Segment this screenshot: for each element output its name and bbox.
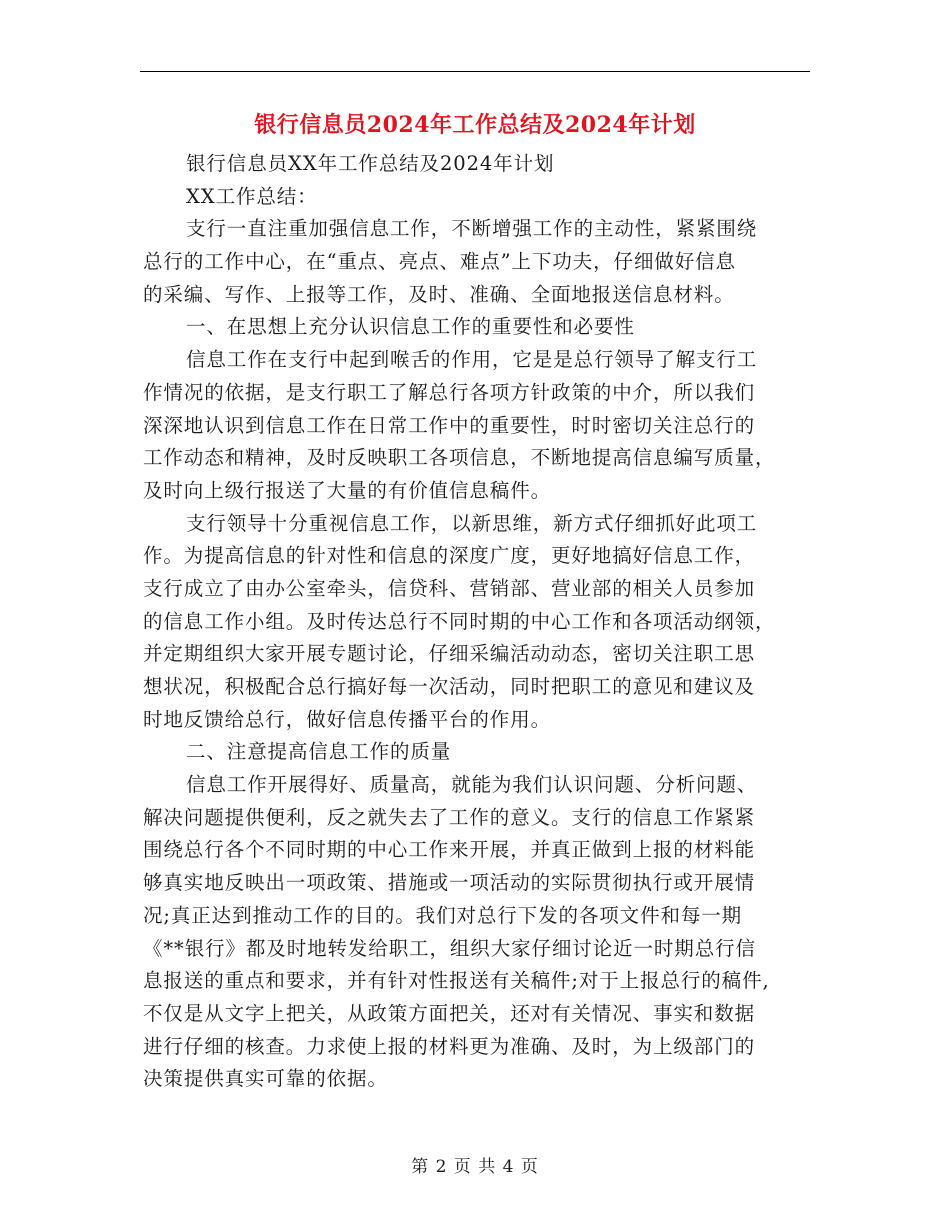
body-line: 并定期组织大家开展专题讨论，仔细采编活动动态，密切关注职工思: [143, 642, 756, 666]
body-line: 总行的工作中心，在“重点、亮点、难点”上下功夫，仔细做好信息: [143, 250, 736, 274]
body-line: 决策提供真实可靠的依据。: [143, 1067, 388, 1091]
body-line: 况;真正达到推动工作的目的。我们对总行下发的各项文件和每一期: [143, 903, 743, 927]
body-line: 作。为提高信息的针对性和信息的深度广度，更好地搞好信息工作，: [143, 544, 756, 568]
body-line: 想状况，积极配合总行搞好每一次活动，同时把职工的意见和建议及: [143, 675, 756, 698]
header-rule: [140, 71, 810, 72]
body-line: 的信息工作小组。及时传达总行不同时期的中心工作和各项活动纲领，: [143, 609, 776, 633]
body-line: 围绕总行各个不同时期的中心工作来开展，并真正做到上报的材料能: [143, 838, 756, 862]
body-line: 及时向上级行报送了大量的有价值信息稿件。: [143, 478, 552, 502]
body-line: 支行成立了由办公室牵头，信贷科、营销部、营业部的相关人员参加: [143, 576, 756, 600]
section-heading: 一、在思想上充分认识信息工作的重要性和必要性: [186, 315, 635, 339]
section-heading: XX工作总结：: [186, 184, 318, 208]
body-line: 深深地认识到信息工作在日常工作中的重要性，时时密切关注总行的: [143, 413, 756, 437]
body-line: 支行一直注重加强信息工作，不断增强工作的主动性，紧紧围绕: [186, 217, 758, 241]
body-line: 时地反馈给总行，做好信息传播平台的作用。: [143, 707, 552, 731]
body-line: 解决问题提供便利，反之就失去了工作的意义。支行的信息工作紧紧: [143, 805, 756, 829]
body-line: 够真实地反映出一项政策、措施或一项活动的实际贯彻执行或开展情: [143, 871, 756, 895]
body-line: 《**银行》都及时地转发给职工，组织大家仔细讨论近一时期总行信: [143, 936, 756, 960]
body-line: 进行仔细的核查。力求使上报的材料更为准确、及时，为上级部门的: [143, 1034, 756, 1058]
body-line: 的采编、写作、上报等工作，及时、准确、全面地报送信息材料。: [143, 282, 735, 306]
section-heading: 二、注意提高信息工作的质量: [186, 740, 452, 764]
body-line: 不仅是从文字上把关，从政策方面把关，还对有关情况、事实和数据: [143, 1001, 756, 1025]
body-line: 银行信息员XX年工作总结及2024年计划: [186, 152, 555, 175]
page-number: 第 2 页 共 4 页: [411, 1157, 539, 1177]
body-line: 信息工作在支行中起到喉舌的作用，它是是总行领导了解支行工: [186, 348, 758, 372]
body-line: 信息工作开展得好、质量高，就能为我们认识问题、分析问题、: [186, 773, 758, 797]
body-line: 息报送的重点和要求，并有针对性报送有关稿件;对于上报总行的稿件,: [143, 969, 770, 993]
body-line: 作情况的依据，是支行职工了解总行各项方针政策的中介，所以我们: [143, 380, 756, 404]
body-line: 支行领导十分重视信息工作，以新思维，新方式仔细抓好此项工: [186, 511, 758, 535]
body-line: 工作动态和精神，及时反映职工各项信息，不断地提高信息编写质量，: [143, 446, 776, 470]
document-title: 银行信息员2024年工作总结及2024年计划: [254, 112, 696, 138]
document-body: [143, 148, 810, 1096]
